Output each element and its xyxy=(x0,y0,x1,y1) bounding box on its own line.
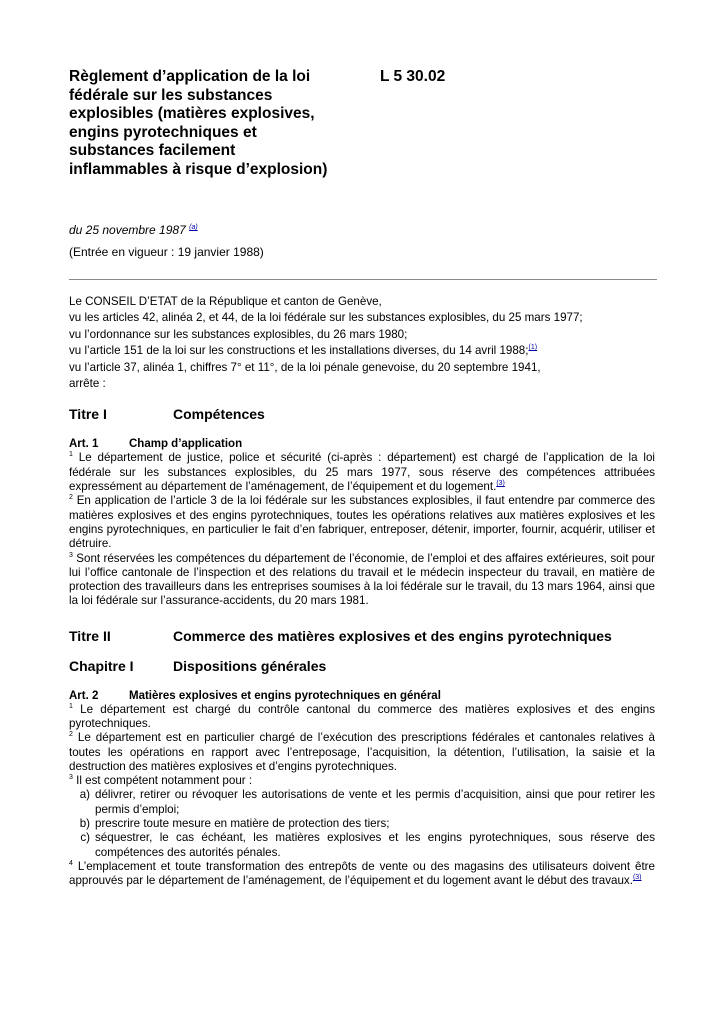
article-2-paragraph-1 xyxy=(69,703,655,732)
preamble-line-text: vu l’article 151 de la loi sur les constructions et les installations diverses, du 14 avril 1988; xyxy=(69,344,529,358)
preamble xyxy=(69,294,655,392)
titre-name: Commerce des matières explosives et des engins pyrotechniques xyxy=(173,627,612,644)
footnote-ref-3[interactable]: (3) xyxy=(496,480,505,488)
preamble-line: vu l’ordonnance sur les substances explosibles, du 26 mars 1980; xyxy=(69,327,408,341)
titre-1-heading xyxy=(69,405,655,423)
list-item xyxy=(69,817,655,831)
article-2-paragraph-3 xyxy=(69,774,655,788)
article-1-paragraph-1 xyxy=(69,451,655,494)
paragraph-number: 1 xyxy=(69,451,73,459)
document-code: L 5 30.02 xyxy=(380,68,446,85)
list-letter: c) xyxy=(80,831,90,845)
preamble-line: vu l’article 37, alinéa 1, chiffres 7° et 11°, de la loi pénale genevoise, du 20 septembre 1941, xyxy=(69,360,541,374)
paragraph-number: 2 xyxy=(69,494,73,502)
preamble-line xyxy=(69,343,655,359)
article-1-paragraph-3 xyxy=(69,552,655,609)
article-name: Matières explosives et engins pyrotechniques en général xyxy=(129,689,441,702)
article-2-paragraph-4 xyxy=(69,860,655,889)
list-text: délivrer, retirer ou révoquer les autorisations de vente et les permis d’acquisition, ainsi que pour retirer les permis d’emploi; xyxy=(95,788,655,816)
footnote-ref-a[interactable]: (a) xyxy=(189,224,198,231)
list-letter: a) xyxy=(79,788,90,802)
article-2-list xyxy=(69,788,655,859)
paragraph-text: Sont réservées les compétences du département de l’économie, de l’emploi et des affaires extérieures, soit pour lui l’office cantonale de l’inspection et des relations du travail et le médecin inspecteur du travail, en matière de protection des travailleurs dans les entreprises soumises à la loi fédérale sur le travail, du 13 mars 1964, ainsi que la loi fédérale sur l’assurance-accidents, du 20 mars 1981. xyxy=(69,551,655,608)
chapitre-1-heading xyxy=(69,657,655,675)
entry-into-force: (Entrée en vigueur : 19 janvier 1988) xyxy=(69,245,264,259)
footnote-ref-1[interactable]: (1) xyxy=(528,344,538,352)
paragraph-text: Le département de justice, police et sécurité (ci-après : département) est chargé de l’application de la loi fédérale sur les substances explosibles, du 25 mars 1977, sous réserve des compétences attribuées expressément au département de l’aménagement, de l’équipement et du logement. xyxy=(69,451,655,494)
adoption-date xyxy=(69,223,655,237)
preamble-line: arrête : xyxy=(69,377,106,391)
article-1-paragraph-2 xyxy=(69,494,655,551)
preamble-line: Le CONSEIL D’ETAT de la République et canton de Genève, xyxy=(69,295,382,308)
document-header xyxy=(69,68,655,198)
footnote-ref-3[interactable]: (3) xyxy=(632,874,642,882)
paragraph-text: En application de l’article 3 de la loi fédérale sur les substances explosibles, il faut entendre par commerce des matières explosives et des engins pyrotechniques, toutes les opérations relatives aux matières explosives et les engins pyrotechniques, en particulier le fait d’en fabriquer, entreposer, détenir, importer, fournir, acquérir, utiliser et détruire. xyxy=(69,494,655,551)
article-2-paragraph-2 xyxy=(69,731,655,774)
list-text: séquestrer, le cas échéant, les matières explosives et les engins pyrotechniques, sous réserve des compétences des autorités pénales. xyxy=(95,831,655,859)
titre-number: Titre I xyxy=(69,406,107,423)
titre-name: Compétences xyxy=(173,406,265,423)
paragraph-number: 3 xyxy=(69,774,73,782)
paragraph-text: Le département est en particulier chargé de l’exécution des prescriptions fédérales et cantonales relatives à toutes les opérations en rapport avec l’entreposage, l’acquisition, la détention, l’utilisation, la saisie et la destruction des matières explosives et d’engins pyrotechniques. xyxy=(69,731,655,773)
article-2-heading xyxy=(69,689,655,703)
paragraph-number: 3 xyxy=(69,551,73,559)
chapitre-number: Chapitre I xyxy=(69,657,134,674)
paragraph-number: 2 xyxy=(69,731,73,739)
adoption-date-text: du 25 novembre 1987 xyxy=(69,223,186,237)
list-item xyxy=(69,788,655,817)
article-name: Champ d’application xyxy=(129,438,243,451)
document-page xyxy=(69,68,655,889)
paragraph-number: 4 xyxy=(69,860,73,868)
list-item xyxy=(69,831,655,860)
article-number: Art. 1 xyxy=(69,438,99,451)
paragraph-text: Le département est chargé du contrôle cantonal du commerce des matières explosives et des engins pyrotechniques. xyxy=(69,702,655,730)
article-1-heading xyxy=(69,437,655,451)
paragraph-text: L’emplacement et toute transformation des entrepôts de vente ou des magasins des utilisateurs doivent être approuvés par le département de l’aménagement, de l’équipement et du logement avant le début des travaux. xyxy=(69,859,655,888)
preamble-line: vu les articles 42, alinéa 2, et 44, de la loi fédérale sur les substances explosibles, du 25 mars 1977; xyxy=(69,311,583,325)
chapitre-name: Dispositions générales xyxy=(173,657,327,674)
article-number: Art. 2 xyxy=(69,689,99,702)
paragraph-text: Il est compétent notamment pour : xyxy=(76,774,253,788)
titre-number: Titre II xyxy=(69,627,111,644)
list-text: prescrire toute mesure en matière de protection des tiers; xyxy=(95,817,390,831)
list-letter: b) xyxy=(79,817,90,831)
document-title: Règlement d’application de la loi fédérale sur les substances explosibles (matières explosives, engins pyrotechniques et substances facilement inflammables à risque d’explosion) xyxy=(69,68,328,178)
paragraph-number: 1 xyxy=(69,702,73,710)
titre-2-heading xyxy=(69,627,655,645)
header-divider xyxy=(69,279,657,280)
